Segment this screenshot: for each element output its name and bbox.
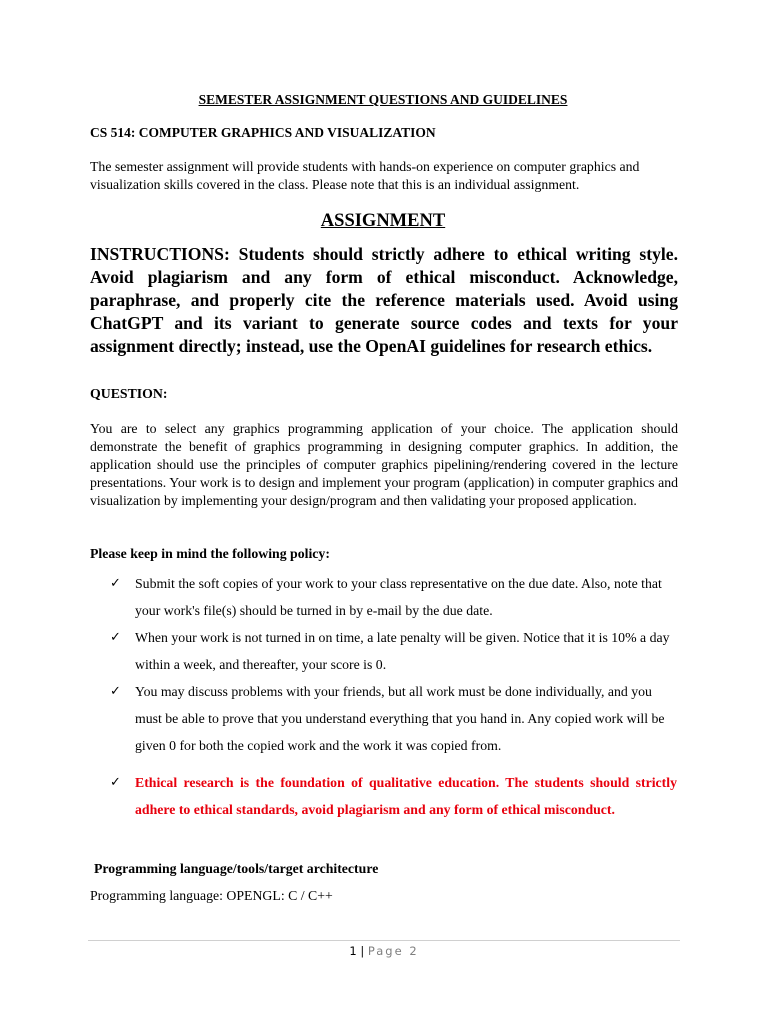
policy-text: Submit the soft copies of your work to your class representative on the due date. Also, note that your work's file(s) should be turned in by e-mail by the due date.: [135, 576, 662, 618]
page-footer: [0, 944, 768, 958]
footer-divider: [88, 940, 680, 941]
check-icon: ✓: [110, 576, 121, 591]
question-paragraph: You are to select any graphics programming application of your choice. The application should demonstrate the benefit of graphics programming in designing computer graphics. In addition, the application should use the principles of computer graphics pipelining/rendering covered in the lecture presentations. Your work is to design and implement your program (application) in computer graphics and visualization by implementing your design/program and then validating your proposed application.: [90, 421, 678, 508]
policy-text: Ethical research is the foundation of qualitative education. The students should strictly adhere to ethical standards, avoid plagiarism and any form of ethical misconduct.: [135, 775, 677, 817]
policy-text: When your work is not turned in on time, a late penalty will be given. Notice that it is 10% a day within a week, and thereafter, your score is 0.: [135, 630, 670, 672]
document-title: SEMESTER ASSIGNMENT QUESTIONS AND GUIDELINES: [198, 92, 568, 107]
policy-list: [0, 570, 768, 823]
intro-paragraph: The semester assignment will provide students with hands-on experience on computer graphics and visualization skills covered in the class. Please note that this is an individual assignment.: [90, 159, 640, 192]
policy-item-ethics: [0, 769, 677, 823]
policy-item-individual-work: [0, 678, 677, 759]
policy-text: You may discuss problems with your friends, but all work must be done individually, and you must be able to prove that you understand everything that you hand in. Any copied work will be given 0 for both the copied work and the work it was copied from.: [135, 684, 665, 753]
policy-heading: Please keep in mind the following policy:: [90, 546, 330, 561]
check-icon: ✓: [110, 775, 121, 790]
programming-language-line: Programming language: OPENGL: C / C++: [90, 888, 333, 903]
assignment-heading: ASSIGNMENT: [320, 211, 446, 231]
policy-item-submission: [0, 570, 677, 624]
instructions-lead: INSTRUCTIONS:: [90, 244, 230, 264]
page-number: 1: [349, 944, 357, 958]
course-title: CS 514: COMPUTER GRAPHICS AND VISUALIZATION: [90, 125, 436, 140]
tools-heading: Programming language/tools/target architecture: [94, 861, 379, 876]
check-icon: ✓: [110, 630, 121, 645]
check-icon: ✓: [110, 684, 121, 699]
question-label: QUESTION:: [90, 386, 168, 401]
instructions-paragraph: [90, 243, 678, 358]
policy-item-late-penalty: [0, 624, 677, 678]
page-label: Page 2: [367, 944, 419, 958]
footer-separator: |: [360, 944, 365, 958]
instructions-body: Students should strictly adhere to ethical writing style. Avoid plagiarism and any form of ethical misconduct. Acknowledge, paraphrase, and properly cite the reference materials used. Avoid using ChatGPT and its variant to generate source codes and texts for your assignment directly; instead, use the OpenAI guidelines for research ethics.: [90, 244, 678, 356]
